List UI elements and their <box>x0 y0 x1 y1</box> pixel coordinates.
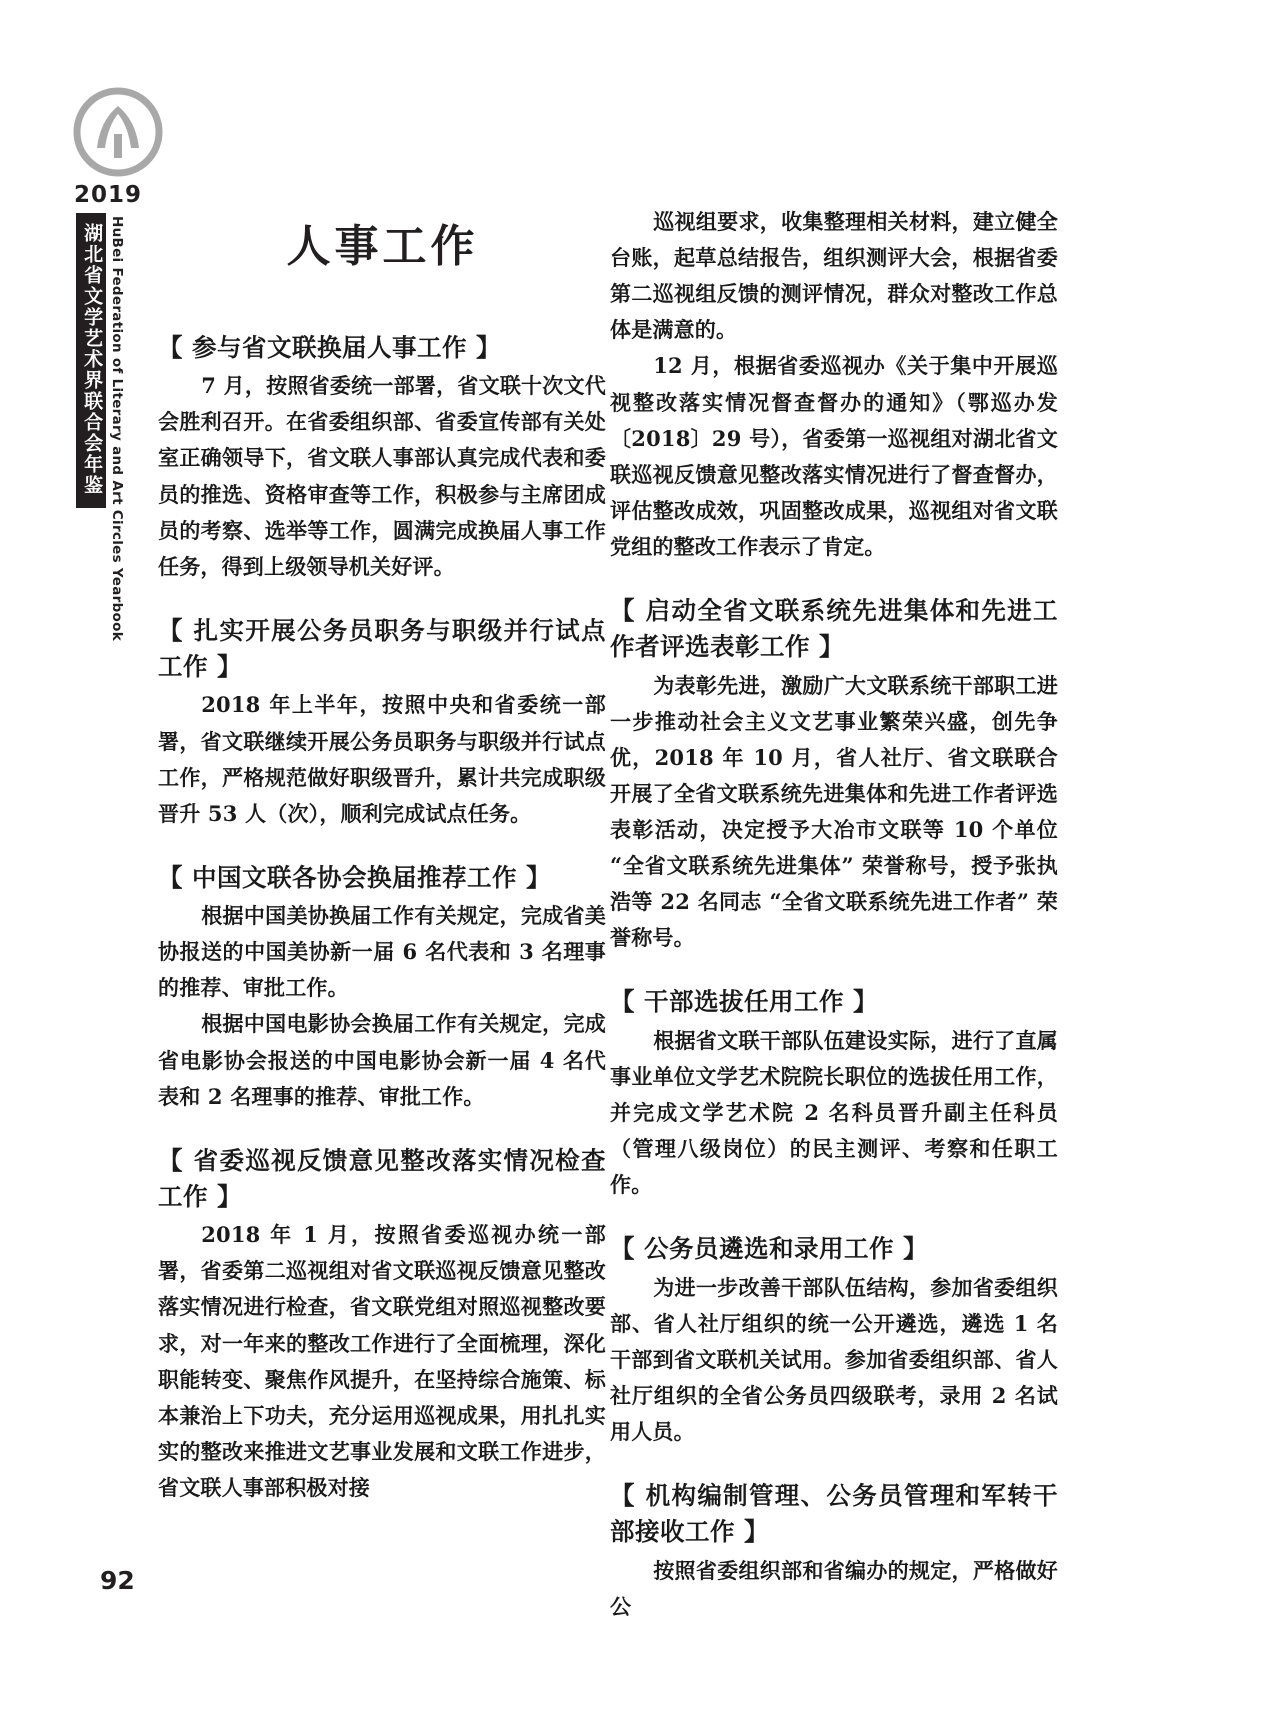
body-paragraph: 根据省文联干部队伍建设实际，进行了直属事业单位文学艺术院院长职位的选拔任用工作，并完成文学艺术院 2 名科员晋升副主任科员（管理八级岗位）的民主测评、考察和任职工作。 <box>610 1027 1058 1198</box>
body-paragraph: 巡视组要求，收集整理相关材料，建立健全台账，起草总结报告，组织测评大会，根据省委第二巡视组反馈的测评情况，群众对整改工作总体是满意的。 <box>610 209 1058 343</box>
section-heading: 【 机构编制管理、公务员管理和军转干部接收工作 】 <box>610 1481 1058 1547</box>
article-section <box>158 613 606 832</box>
section-heading: 【 中国文联各协会换届推荐工作 】 <box>158 862 552 892</box>
article-section <box>610 204 1058 565</box>
section-heading: 【 干部选拔任用工作 】 <box>610 987 879 1017</box>
section-heading: 【 扎实开展公务员职务与职级并行试点工作 】 <box>158 615 606 682</box>
article-section <box>158 1143 606 1506</box>
column-left <box>158 0 606 1506</box>
column-right <box>610 0 1058 1625</box>
spine-band <box>76 213 125 641</box>
body-paragraph: 为进一步改善干部队伍结构，参加省委组织部、省人社厅组织的统一公开遴选，遴选 1 名干部到省文联机关试用。参加省委组织部、省人社厅组织的全省公务员四级联考，录用 2 名试用人员。 <box>610 1274 1058 1444</box>
page-number: 92 <box>100 1566 135 1595</box>
page-title: 人事工作 <box>286 221 479 272</box>
article-section <box>158 860 606 1115</box>
section-heading: 【 公务员遴选和录用工作 】 <box>610 1234 929 1264</box>
body-paragraph: 按照省委组织部和省编办的规定，严格做好公 <box>610 1557 1058 1619</box>
body-paragraph: 7 月，按照省委统一部署，省文联十次文代会胜利召开。在省委组织部、省委宣传部有关处室正确领导下，省文联人事部认真完成代表和委员的推选、资格审查等工作，积极参与主席团成员的考察、选举等工作，圆满完成换届人事工作任务，得到上级领导机关好评。 <box>158 373 606 579</box>
article-section <box>610 1231 1058 1450</box>
body-paragraph: 为表彰先进，激励广大文联系统干部职工进一步推动社会主义文艺事业繁荣兴盛，创先争优，2018 年 10 月，省人社厅、省文联联合开展了全省文联系统先进集体和先进工作者评选表彰活动，决定授予大冶市文联等 10 个单位 “全省文联系统先进集体” 荣誉称号，授予张执浩等 22 名同志 “全省文联系统先进工作者” 荣誉称号。 <box>610 672 1058 951</box>
article-section <box>610 1478 1058 1625</box>
article-section <box>610 593 1058 956</box>
yearbook-year: 2019 <box>74 182 143 208</box>
body-paragraph: 2018 年上半年，按照中央和省委统一部署，省文联继续开展公务员职务与职级并行试点工作，严格规范做好职级晋升，累计共完成职级晋升 53 人（次），顺利完成试点任务。 <box>158 692 606 826</box>
section-heading: 【 参与省文联换届人事工作 】 <box>158 333 502 362</box>
article-section <box>158 330 606 585</box>
spine-title-en: HuBei Federation of Literary and Art Circles Yearbook <box>109 216 125 641</box>
hubei-federation-emblem-icon <box>72 86 164 178</box>
body-paragraph: 根据中国美协换届工作有关规定，完成省美协报送的中国美协新一届 6 名代表和 3 名理事的推荐、审批工作。 <box>158 903 606 1001</box>
section-heading: 【 启动全省文联系统先进集体和先进工作者评选表彰工作 】 <box>610 596 1058 662</box>
body-paragraph: 2018 年 1 月，按照省委巡视办统一部署，省委第二巡视组对省文联巡视反馈意见整改落实情况进行检查，省文联党组对照巡视整改要求，对一年来的整改工作进行了全面梳理，深化职能转变、聚焦作风提升，在坚持综合施策、标本兼治上下功夫，充分运用巡视成果，用扎扎实实的整改来推进文艺事业发展和文联工作进步，省文联人事部积极对接 <box>158 1222 606 1501</box>
body-paragraph: 12 月，根据省委巡视办《关于集中开展巡视整改落实情况督查督办的通知》（鄂巡办发〔2018〕29 号），省委第一巡视组对湖北省文联巡视反馈意见整改落实情况进行了督查督办，评估整改成效，巩固整改成果，巡视组对省文联党组的整改工作表示了肯定。 <box>610 353 1058 559</box>
body-paragraph: 根据中国电影协会换届工作有关规定，完成省电影协会报送的中国电影协会新一届 4 名代表和 2 名理事的推荐、审批工作。 <box>158 1011 606 1109</box>
section-heading: 【 省委巡视反馈意见整改落实情况检查工作 】 <box>158 1145 606 1211</box>
article-section <box>610 984 1058 1203</box>
spine-title-cn: 湖北省文学艺术界联合会年鉴 <box>81 223 104 496</box>
